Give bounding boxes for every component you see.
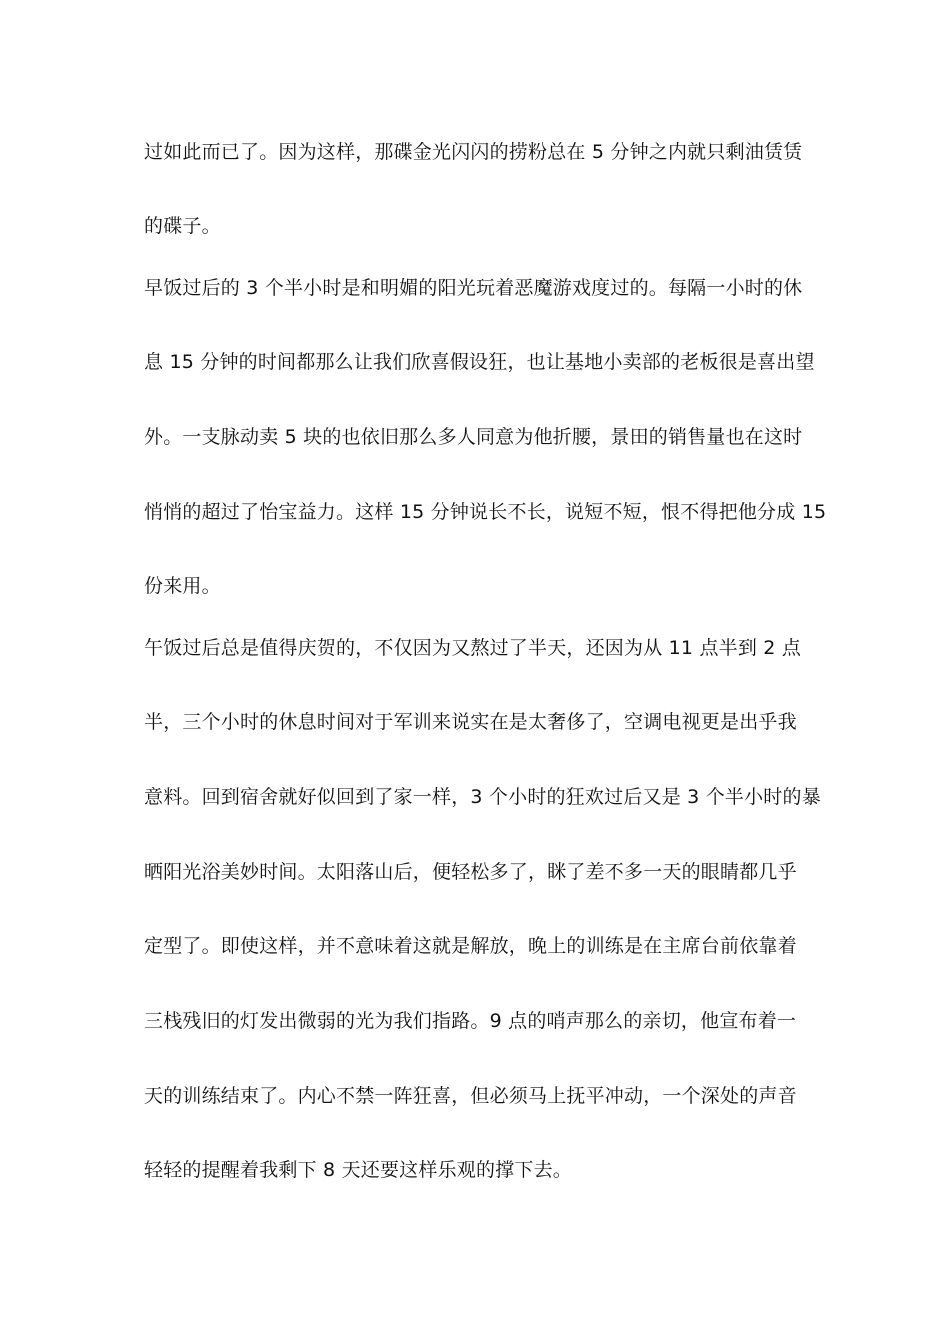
text-line: 午饭过后总是值得庆贺的，不仅因为又熬过了半天，还因为从 11 点半到 2 点 [144, 637, 802, 659]
text-line: 早饭过后的 3 个半小时是和明媚的阳光玩着恶魔游戏度过的。每隔一小时的休 [144, 277, 803, 299]
text-line: 三栈残旧的灯发出微弱的光为我们指路。9 点的哨声那么的亲切，他宣布着一 [144, 1010, 797, 1032]
text-line: 轻轻的提醒着我剩下 8 天还要这样乐观的撑下去。 [144, 1159, 572, 1181]
text-line: 天的训练结束了。内心不禁一阵狂喜，但必须马上抚平冲动，一个深处的声音 [144, 1085, 797, 1107]
text-line: 过如此而已了。因为这样，那碟金光闪闪的捞粉总在 5 分钟之内就只剩油赁赁 [144, 141, 803, 163]
text-line: 晒阳光浴美妙时间。太阳落山后，便轻松多了，眯了差不多一天的眼睛都几乎 [144, 861, 797, 883]
text-line: 息 15 分钟的时间都那么让我们欣喜假设狂，也让基地小卖部的老板很是喜出望 [144, 351, 815, 373]
text-line: 半，三个小时的休息时间对于军训来说实在是太奢侈了，空调电视更是出乎我 [144, 711, 797, 733]
text-line: 定型了。即使这样，并不意味着这就是解放，晚上的训练是在主席台前依靠着 [144, 935, 797, 957]
text-line: 的碟子。 [144, 215, 221, 237]
text-line: 悄悄的超过了怡宝益力。这样 15 分钟说长不长，说短不短，恨不得把他分成 15 [144, 501, 827, 523]
text-line: 意料。回到宿舍就好似回到了家一样，3 个小时的狂欢过后又是 3 个半小时的暴 [144, 786, 821, 808]
text-line: 份来用。 [144, 575, 221, 597]
text-line: 外。一支脉动卖 5 块的也依旧那么多人同意为他折腰，景田的销售量也在这时 [144, 426, 803, 448]
